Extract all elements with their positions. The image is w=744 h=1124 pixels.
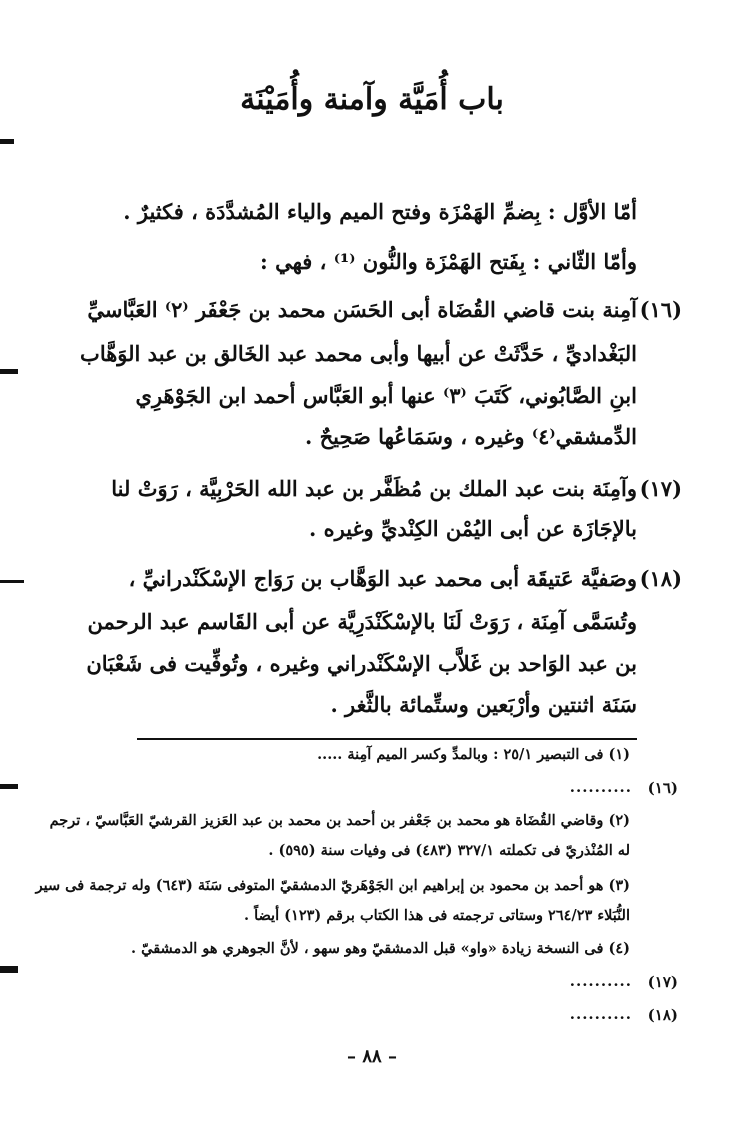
footnote-entry-number: (١٧) (647, 973, 678, 991)
footnote: (٢) وقاضي القُضَاة هو محمد بن جَعْفر بن أحمد بن محمد بن عبد العَزيز القرشيّ العَبَّاسيّ ، ترجم (49, 812, 630, 829)
footnote-entry-number: (١٨) (647, 1006, 678, 1024)
entry-line: ابنِ الصَّابُوني، كَتَبَ ⁽٣⁾ عنها أبو العَبَّاس أحمد ابن الجَوْهَرِي (135, 383, 637, 408)
entry-line: وآمِنَة بنت عبد الملك بن مُظَفَّر بن عبد الله الحَرْبِيَّة ، رَوَتْ لنا (111, 476, 637, 501)
edge-mark-left (0, 784, 18, 789)
footnote: له المُنْذريّ فى تكملته ٣٢٧/١ (٤٨٣) فى وفيات سنة (٥٩٥) . (268, 842, 630, 859)
entry-line: بالإجَازَة عن أبى اليُمْن الكِنْديِّ وغيره . (309, 516, 637, 541)
footnote: (٣) هو أحمد بن محمود بن إبراهيم ابن الجَوْهَريّ الدمشقيّ المتوفى سَنَة (٦٤٣) وله ترجمة فى سير (35, 877, 630, 894)
footnote: (١) فى التبصير ٢٥/١ : وبالمدِّ وكسر الميم آمِنة ..... (317, 746, 630, 763)
entry-line: بن عبد الوَاحد بن غَلاَّب الإسْكَنْدراني وغيره ، وتُوفِّيت فى شَعْبَان (86, 651, 637, 676)
edge-mark-left (0, 580, 24, 583)
edge-mark-left (0, 139, 14, 144)
footnote-placeholder: .......... (569, 1005, 632, 1023)
footnote: (٤) فى النسخة زيادة «واو» قبل الدمشقيّ وهو سهو ، لأنَّ الجوهري هو الدمشقيّ . (131, 940, 630, 957)
entry-line: سَنَة اثنتين وأرْبَعين وستِّمائة بالثَّغر . (330, 692, 637, 717)
entry-line: البَغْداديِّ ، حَدَّثَتْ عن أبيها وأبى محمد عبد الخَالق بن عبد الوَهَّاب (80, 341, 637, 366)
footnote-divider (137, 738, 637, 740)
entry-line: آمِنة بنت قاضي القُضَاة أبى الحَسَن محمد بن جَعْفَر ⁽٢⁾ العَبَّاسيِّ (87, 297, 637, 322)
intro-line: أمّا الأوَّل : بِضمِّ الهَمْزَة وفتح الميم والياء المُشدَّدَة ، فكثيرٌ . (123, 199, 637, 224)
entry-number: (١٧) (639, 476, 682, 501)
footnote-placeholder: .......... (569, 778, 632, 796)
page-number: – ٨٨ – (347, 1046, 397, 1067)
entry-line: وتُسَمَّى آمِنَة ، رَوَتْ لَنَا بالإسْكَنْدَرِيَّة عن أبى القَاسم عبد الرحمن (87, 609, 637, 634)
footnote-entry-number: (١٦) (647, 779, 678, 797)
footnote: النُّبَلاء ٢٦٤/٢٣ وستاتى ترجمته فى هذا الكتاب برقم (١٢٣) أيضاً . (243, 907, 630, 924)
footnote-placeholder: .......... (569, 972, 632, 990)
entry-number: (١٨) (639, 566, 682, 591)
entry-line: الدِّمشقي⁽٤⁾ وغيره ، وسَمَاعُها صَحِيحٌ . (304, 424, 637, 449)
edge-mark-left (0, 369, 18, 374)
entry-line: وصَفيَّة عَتيقَة أبى محمد عبد الوَهَّاب بن رَوَاج الإسْكَنْدرانيِّ ، (128, 566, 637, 591)
entry-number: (١٦) (639, 297, 682, 322)
intro-line: وأمّا الثّاني : بِفَتح الهَمْزَة والنُّون ⁽¹⁾ ، فهي : (260, 249, 637, 274)
edge-mark-left (0, 966, 18, 973)
page-title: باب أُمَيَّة وآمنة وأُمَيْنَة (240, 82, 504, 117)
